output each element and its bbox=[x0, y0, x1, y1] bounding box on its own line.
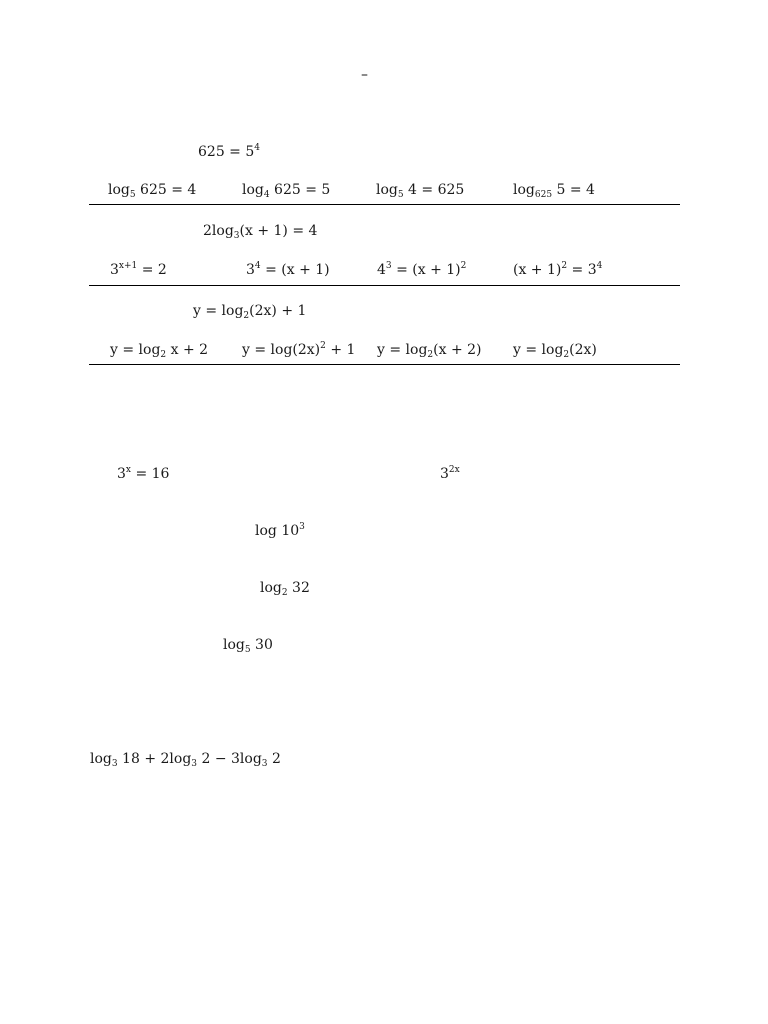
q4-expression: $3^{2x}$ bbox=[440, 465, 460, 482]
q1-divider bbox=[89, 204, 680, 205]
q1-given-equation: $625 = 5^4$ bbox=[198, 143, 260, 160]
header-dash: – bbox=[361, 67, 368, 83]
q4-equation: $3^x = 16$ bbox=[117, 465, 170, 482]
q1-option-c: $\log_5 4 = 625$ bbox=[376, 182, 465, 200]
q5-part-c: $\log_5 30$ bbox=[223, 637, 273, 655]
q5-part-b: $\log_2 32$ bbox=[260, 580, 310, 598]
q1-option-d: $\log_{625} 5 = 4$ bbox=[513, 182, 595, 200]
q3-option-a: $y = \log_2 x + 2$ bbox=[110, 342, 209, 360]
q2-option-a: $3^{x+1} = 2$ bbox=[110, 261, 167, 278]
q1-option-b: $\log_4 625 = 5$ bbox=[242, 182, 331, 200]
q6-expression: $\log_3 18 + 2\log_3$ $2 - 3\log_3$ 2 bbox=[90, 751, 281, 769]
q5-part-a: $\log 10^3$ bbox=[255, 522, 305, 539]
q2-option-c: $4^3 = (x + 1)^2$ bbox=[377, 261, 467, 278]
q2-option-b: $3^4 = (x + 1)$ bbox=[246, 261, 330, 278]
q1-option-a: $\log_5 625 = 4$ bbox=[108, 182, 197, 200]
q3-option-c: $y = \log_2(x + 2)$ bbox=[377, 342, 482, 360]
q3-option-d: $y = \log_2(2x)$ bbox=[513, 342, 597, 360]
q3-divider bbox=[89, 364, 680, 365]
q2-option-d: $(x + 1)^2 = 3^4$ bbox=[513, 261, 603, 278]
q2-given-equation: $2\log_3(x + 1) = 4$ bbox=[203, 223, 318, 241]
q3-option-b: $y = \log(2x)^2 + 1$ bbox=[242, 341, 356, 358]
q2-divider bbox=[89, 285, 680, 286]
q3-given-function: $y = \log_2(2x) + 1$ bbox=[193, 303, 307, 321]
